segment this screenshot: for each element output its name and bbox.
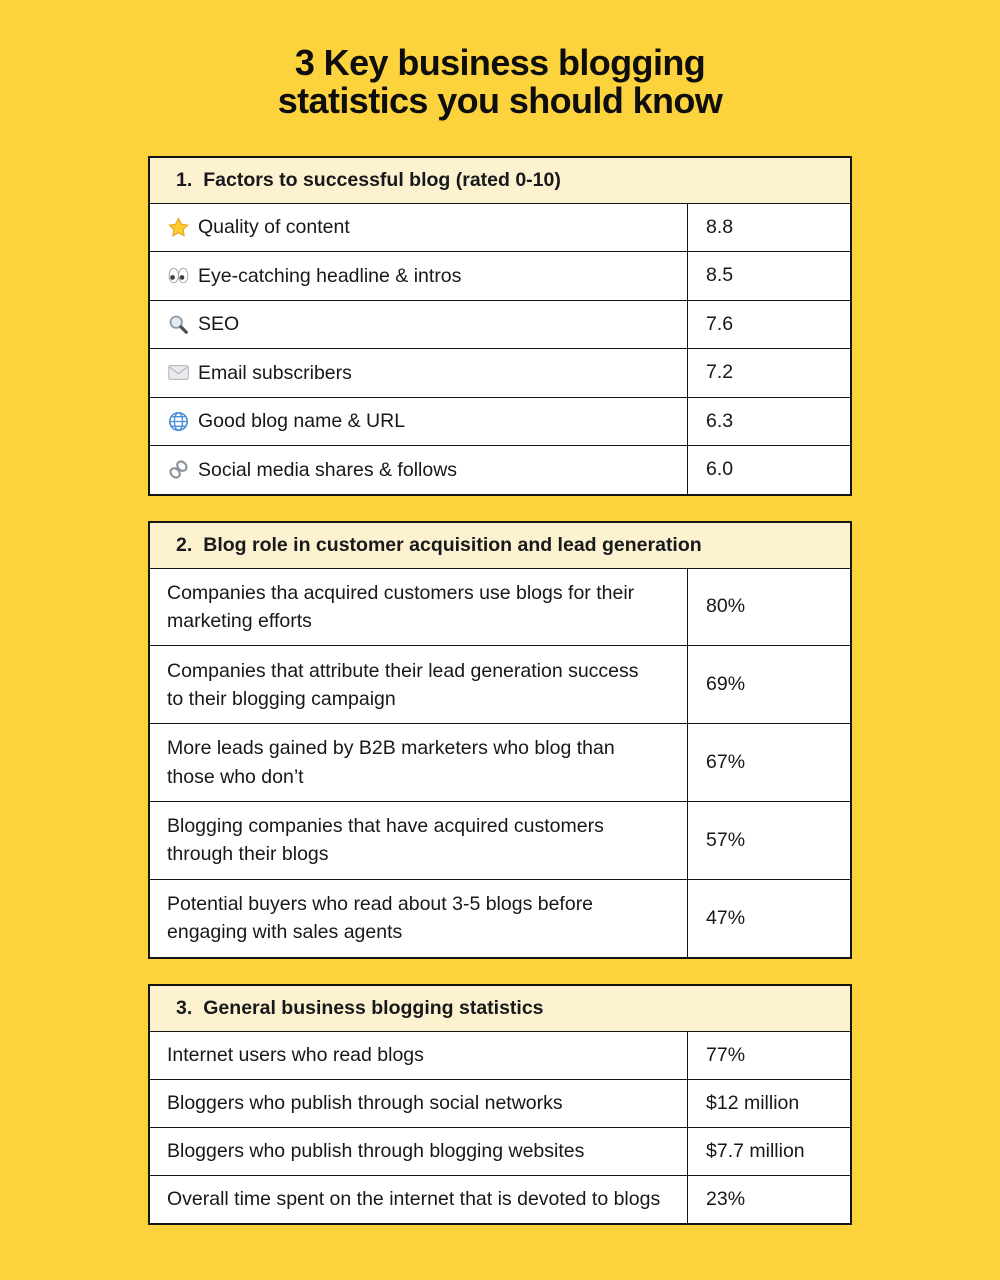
row-label: More leads gained by B2B marketers who blog than those who don’t — [167, 737, 615, 788]
table-row — [150, 569, 850, 647]
table-number: 3. — [176, 996, 193, 1019]
row-value: 47% — [687, 880, 850, 957]
row-value: 69% — [687, 646, 850, 723]
envelope-icon — [167, 362, 189, 384]
row-label: Quality of content — [198, 216, 350, 239]
globe-icon — [167, 410, 189, 432]
table-factors-to-successful-blog — [148, 156, 852, 496]
table-blog-role-acquisition — [148, 521, 852, 959]
row-label: Social media shares & follows — [198, 458, 458, 481]
table-row — [150, 301, 850, 350]
table-number: 1. — [176, 168, 193, 191]
row-value: 23% — [687, 1176, 850, 1223]
row-label: Eye-catching headline & intros — [198, 264, 462, 287]
row-value: 7.6 — [687, 301, 850, 349]
row-label: Companies tha acquired customers use blogs for their marketing efforts — [167, 581, 635, 632]
row-value: 6.3 — [687, 398, 850, 446]
table-row — [150, 204, 850, 253]
table-row — [150, 1176, 850, 1223]
table-rows — [150, 569, 850, 957]
row-value: 80% — [687, 569, 850, 646]
row-label: Email subscribers — [198, 361, 352, 384]
row-label-cell — [150, 446, 687, 494]
row-value: 8.5 — [687, 252, 850, 300]
row-label: Bloggers who publish through blogging websites — [167, 1139, 585, 1162]
row-label-cell — [150, 204, 687, 252]
row-label: Internet users who read blogs — [167, 1043, 424, 1066]
row-label: Potential buyers who read about 3-5 blogs before engaging with sales agents — [167, 892, 594, 944]
page-title-line2: statistics you should know — [277, 79, 723, 121]
row-value: 6.0 — [687, 446, 850, 494]
row-label-cell — [150, 802, 687, 879]
row-label-cell — [150, 880, 687, 957]
row-label-cell — [150, 1176, 687, 1223]
row-value: 7.2 — [687, 349, 850, 397]
table-row — [150, 398, 850, 447]
table-title: Factors to successful blog (rated 0-10) — [203, 168, 561, 191]
row-value: 77% — [687, 1032, 850, 1079]
table-row — [150, 724, 850, 802]
row-label-cell — [150, 398, 687, 446]
row-label-cell — [150, 1128, 687, 1175]
table-header — [150, 158, 850, 204]
row-value: 57% — [687, 802, 850, 879]
row-label: Bloggers who publish through social networks — [167, 1091, 563, 1114]
row-label-cell — [150, 301, 687, 349]
table-row — [150, 1032, 850, 1080]
row-label: Overall time spent on the internet that is devoted to blogs — [167, 1187, 661, 1210]
table-rows — [150, 1032, 850, 1223]
star-icon — [167, 216, 189, 238]
row-value: 8.8 — [687, 204, 850, 252]
row-label-cell — [150, 569, 687, 646]
row-value: $12 million — [687, 1080, 850, 1127]
table-rows — [150, 204, 850, 494]
row-label-cell — [150, 349, 687, 397]
table-row — [150, 1080, 850, 1128]
row-label-cell — [150, 646, 687, 723]
row-label: Blogging companies that have acquired customers through their blogs — [167, 815, 604, 866]
table-title: General business blogging statistics — [203, 996, 544, 1019]
table-title: Blog role in customer acquisition and lead generation — [203, 533, 702, 556]
table-general-blogging-statistics — [148, 984, 852, 1225]
row-label-cell — [150, 1032, 687, 1079]
row-value: 67% — [687, 724, 850, 801]
table-row — [150, 446, 850, 494]
eyes-icon — [167, 265, 189, 287]
row-label-cell — [150, 252, 687, 300]
page-title-line1: 3 Key business blogging — [294, 42, 706, 83]
table-row — [150, 880, 850, 957]
row-value: $7.7 million — [687, 1128, 850, 1175]
table-header — [150, 523, 850, 569]
row-label: Good blog name & URL — [198, 410, 406, 433]
row-label-cell — [150, 724, 687, 801]
table-row — [150, 349, 850, 398]
page-title — [0, 0, 1000, 120]
table-number: 2. — [176, 533, 193, 556]
row-label-cell — [150, 1080, 687, 1127]
row-label: SEO — [198, 313, 240, 336]
table-row — [150, 646, 850, 724]
link-icon — [167, 459, 189, 481]
table-row — [150, 802, 850, 880]
magnifier-icon — [167, 313, 189, 335]
table-row — [150, 252, 850, 301]
table-row — [150, 1128, 850, 1176]
table-header — [150, 986, 850, 1032]
row-label: Companies that attribute their lead generation success to their blogging campaign — [167, 659, 639, 710]
